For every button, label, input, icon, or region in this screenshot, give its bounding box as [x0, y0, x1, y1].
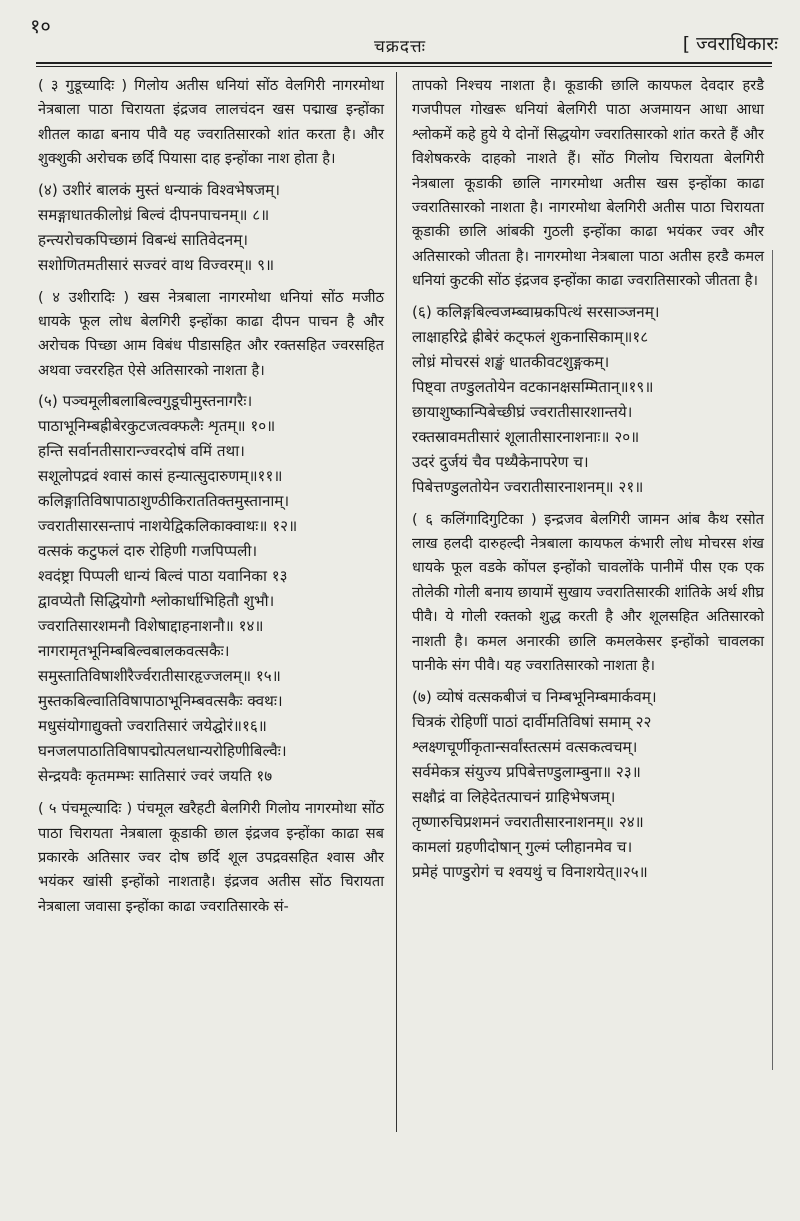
verse-line: मधुसंयोगाद्युक्तो ज्वरातिसारं जयेद्घोरं॥१६॥ — [38, 717, 267, 736]
verse-line: सक्षौद्रं वा लिहेदेतत्पाचनं ग्राहिभेषजम्। — [412, 787, 616, 806]
verse-line: ज्वरातिसारशमनौ विशेषाद्दाहनाशनौ॥ १४॥ — [38, 617, 264, 636]
verse-line: सेन्द्रयवैः कृतमम्भः सातिसारं ज्वरं जयति १७ — [38, 767, 273, 786]
header-rule-thin — [36, 66, 772, 67]
left-column — [38, 74, 384, 923]
commentary-paragraph: ( ४ उशीरादिः ) खस नेत्रबाला नागरमोथा धनियां सोंठ मजीठ धायके फूल लोध बेलगिरी इन्होंका काढा दीपन पाचन है और अरोचक पिच्छा आम विबंध पीडासहित और रक्तसहित ज्वरसहित अथवा ज्वररहित ऐसे अतिसारको नाशता है। — [38, 288, 384, 379]
verse-line: रक्तस्रावमतीसारं शूलातीसारनाशनाः॥ २०॥ — [412, 427, 640, 446]
sanskrit-verse — [412, 300, 764, 500]
verse-line: नागरामृतभूनिम्बबिल्वबालकवत्सकैः। — [38, 642, 230, 661]
commentary-paragraph: ( ३ गुडूच्यादिः ) गिलोय अतीस धनियां सोंठ वेलगिरी नागरमोथा नेत्रबाला पाठा चिरायता इंद्रजव लालचंदन खस पद्माख इन्होंका शीतल काढा बनाय पीवै यह ज्वरातिसारको शांत करता है। और शुक्शुकी अरोचक छर्दि पियासा दाह इन्होंका नाश होता है। — [38, 77, 384, 168]
verse-line: प्रमेहं पाण्डुरोगं च श्वयथुं च विनाशयेत्॥२५॥ — [412, 862, 648, 881]
verse-line: द्वावप्येतौ सिद्धियोगौ श्लोकार्धाभिहितौ शुभौ। — [38, 592, 275, 611]
commentary-paragraph: ( ६ कलिंगादिगुटिका ) इन्द्रजव बेलगिरी जामन आंब कैथ रसोत लाख हलदी दारुहल्दी नेत्रबाला कायफल कंभारी लोध मोचरस शंख धायके फूल वडके कोंपल इन्होंको चावलोंके पानीमें पीस एक एक तोलेकी गोली बनाय छायामें सुखाय ज्वरातिसारकी शांतिके अर्थ शीघ्र पीवै। ये गोली रक्तको शुद्ध करती है और शूलसहित अतिसारको नाशती है। कमल अनारकी छालि कमलकेसर इन्होंको चावलका पानीके संग पीवै। यह ज्वरातिसारको नाशता है। — [412, 510, 764, 675]
verse-line: समङ्गाधातकीलोध्रं बिल्वं दीपनपाचनम्॥ ८॥ — [38, 205, 270, 224]
verse-line: पिबेत्तण्डुलतोयेन ज्वरातीसारनाशनम्॥ २१॥ — [412, 477, 644, 496]
verse-line: वत्सकं कटुफलं दारु रोहिणी गजपिप्पली। — [38, 542, 258, 561]
section-title: [ ज्वराधिकारः — [682, 33, 778, 55]
verse-line: (४) उशीरं बालकं मुस्तं धन्याकं विश्वभेषजम्। — [38, 180, 280, 199]
verse-line: चित्रकं रोहिणीं पाठां दार्वीमतिविषां समाम् २२ — [412, 712, 652, 731]
verse-line: छायाशुष्कान्पिबेच्छीघ्रं ज्वरातीसारशान्तये। — [412, 402, 633, 421]
verse-line: घनजलपाठातिविषापद्मोत्पलधान्यरोहिणीबिल्वैः। — [38, 742, 287, 761]
verse-line: हन्त्यरोचकपिच्छामं विबन्धं सातिवेदनम्। — [38, 230, 249, 249]
verse-line: हन्ति सर्वानतीसारान्ज्वरदोषं वमिं तथा। — [38, 442, 245, 461]
verse-line: सशोणितमतीसारं सज्वरं वाथ विज्वरम्॥ ९॥ — [38, 255, 275, 274]
verse-line: श्वदंष्ट्रा पिप्पली धान्यं बिल्वं पाठा यवानिका १३ — [38, 567, 288, 586]
sanskrit-verse — [412, 685, 764, 885]
verse-line: (६) कलिङ्गबिल्वजम्ब्वाम्रकपित्थं सरसाञ्जनम्। — [412, 302, 660, 321]
verse-line: कामलां ग्रहणीदोषान् गुल्मं प्लीहानमेव च। — [412, 837, 633, 856]
verse-line: श्लक्ष्णचूर्णीकृतान्सर्वांस्तत्समं वत्सकत्वचम्। — [412, 737, 638, 756]
verse-line: लोध्रं मोचरसं शङ्खं धातकीवटशुङ्गकम्। — [412, 352, 610, 371]
right-column — [412, 74, 764, 893]
verse-line: सशूलोपद्रवं श्वासं कासं हन्यात्सुदारुणम्॥११॥ — [38, 467, 283, 486]
verse-line: ज्वरातीसारसन्तापं नाशयेद्विकलिकाक्वाथः॥ १२॥ — [38, 517, 298, 536]
verse-line: पाठाभूनिम्बह्रीबेरकुटजत्वक्फलैः शृतम्॥ १०॥ — [38, 417, 276, 436]
running-title: चक्रदत्तः — [373, 37, 427, 57]
header-rule — [36, 62, 772, 64]
page-number: १० — [30, 14, 51, 38]
verse-line: सर्वमेकत्र संयुज्य प्रपिबेत्तण्डुलाम्बुना॥ २३॥ — [412, 762, 641, 781]
verse-line: समुस्तातिविषाशीरैर्ज्वरातीसारहृज्जलम्॥ १५॥ — [38, 667, 281, 686]
commentary-paragraph: तापको निश्चय नाशता है। कूडाकी छालि कायफल देवदार हरडै गजपीपल गोखरू धनियां बेलगिरी पाठा अजमायन आधा आधा श्लोकमें कहे हुये ये दोनों सिद्धयोग ज्वरातिसारको शांत करते हैं और विशेषकरके दाहको नाशते हैं। सोंठ गिलोय चिरायता बेलगिरी नेत्रबाला कूडाकी छालि नागरमोथा अतीस खस इन्होंका काढा ज्वरातिसारको नाशता है। नागरमोथा बेलगिरी अतीस पाठा चिरायता कूडाकी छालि आंबकी गुठली इन्होंका काढा भयंकर ज्वर और अतिसारको जीतता है। नागरमोथा नेत्रबाला पाठा अतीस हरडै कमल धनियां कुटकी सोंठ इंद्रजव इन्होंका काढा ज्वरातिसारको जीतता है। — [412, 77, 764, 290]
sanskrit-verse — [38, 178, 384, 278]
page-edge-line — [772, 250, 773, 1070]
verse-line: (७) व्योषं वत्सकबीजं च निम्बभूनिम्बमार्कवम्। — [412, 687, 657, 706]
sanskrit-verse — [38, 389, 384, 789]
verse-line: तृष्णारुचिप्रशमनं ज्वरातीसारनाशनम्॥ २४॥ — [412, 812, 644, 831]
verse-line: कलिङ्गातिविषापाठाशुण्ठीकिराततिक्तमुस्तानाम्। — [38, 492, 290, 511]
commentary-paragraph: ( ५ पंचमूल्यादिः ) पंचमूल खरैहटी बेलगिरी गिलोय नागरमोथा सोंठ पाठा चिरायता नेत्रबाला कूडाकी छाल इंद्रजव इन्होंका काढा सब प्रकारके अतिसार ज्वर दोष छर्दि शूल उपद्रवसहित श्वास और भयंकर खांसी इन्होंको नाशताहै। इंद्रजव अतीस सोंठ चिरायता नेत्रबाला जवासा इन्होंका काढा ज्वरातिसारके सं- — [38, 800, 384, 915]
verse-line: उदरं दुर्जयं चैव पथ्यैकेनापरेण च। — [412, 452, 589, 471]
verse-line: (५) पञ्चमूलीबलाबिल्वगुडूचीमुस्तनागरैः। — [38, 392, 253, 411]
verse-line: लाक्षाहरिद्रे ह्रीबेरं कट्फलं शुकनासिकाम्॥१८ — [412, 327, 649, 346]
verse-line: पिष्ट्वा तण्डुलतोयेन वटकानक्षसम्मितान्॥१९॥ — [412, 377, 654, 396]
verse-line: मुस्तकबिल्वातिविषापाठाभूनिम्बवत्सकैः क्वथः। — [38, 692, 283, 711]
column-divider — [396, 72, 397, 1132]
